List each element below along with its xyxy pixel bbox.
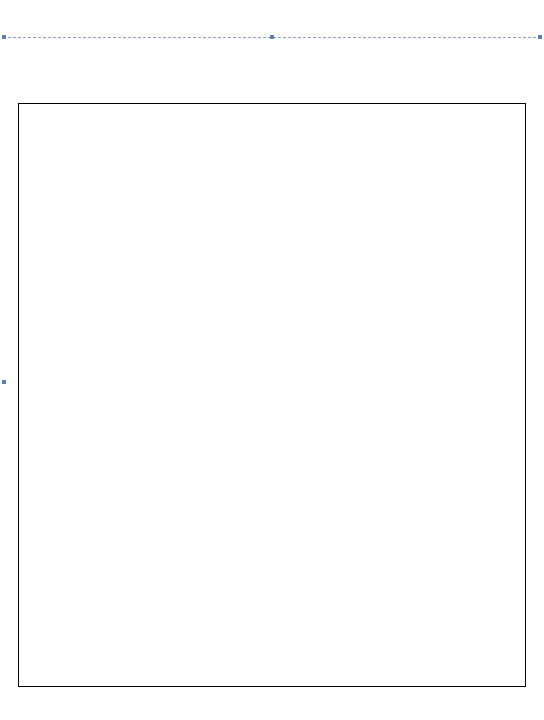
specification-grid (18, 103, 526, 687)
resize-handle[interactable] (2, 380, 6, 384)
resize-handle[interactable] (2, 35, 6, 39)
resize-handle[interactable] (538, 35, 542, 39)
resize-handle[interactable] (270, 35, 274, 39)
